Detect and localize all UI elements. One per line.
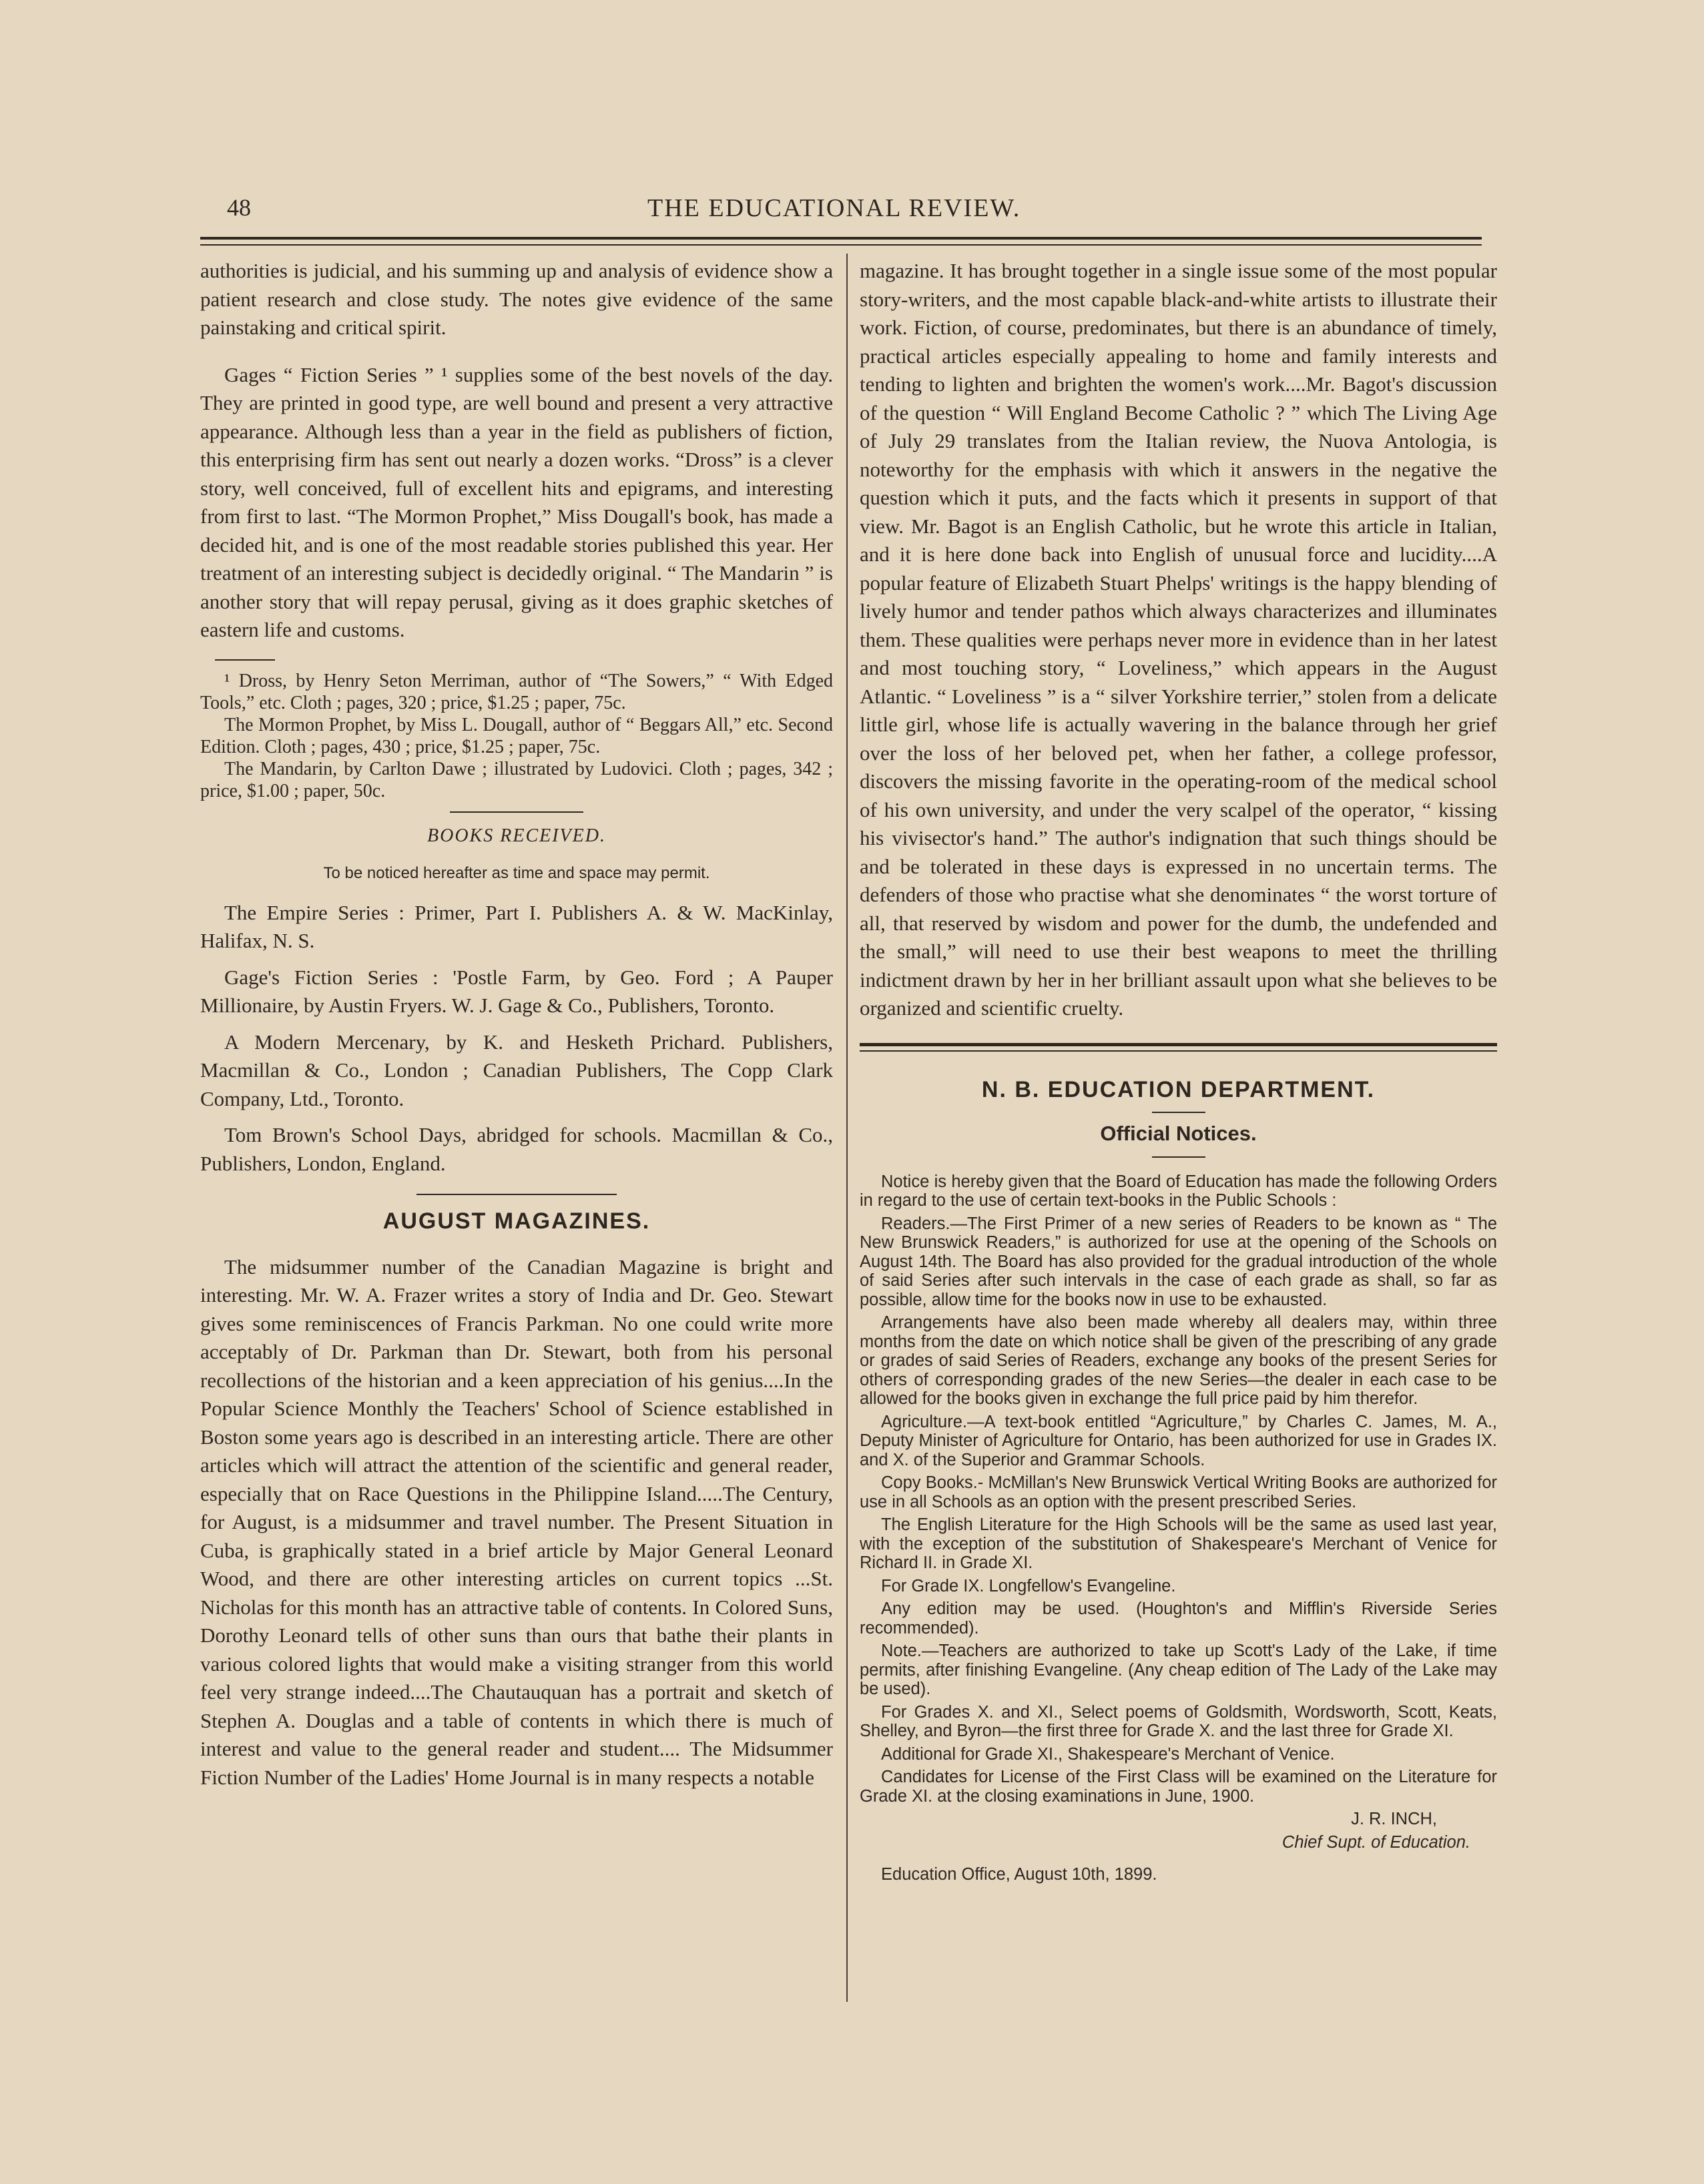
notice-grades-x-xi: For Grades X. and XI., Select poems of Goldsmith, Wordsworth, Scott, Keats, Shelley, and Byron—the first three for Grade X. and the last three for Grade XI. <box>860 1702 1497 1740</box>
header-rule-thin <box>200 244 1482 246</box>
left-paragraph-1: authorities is judicial, and his summing up and analysis of evidence show a patient research and close study. The notes give evidence of the same painstaking and critical spirit. <box>200 259 833 339</box>
notice-additional: Additional for Grade XI., Shakespeare's Merchant of Venice. <box>881 1744 1335 1764</box>
fiction-series-paragraph: Gages “ Fiction Series ” ¹ supplies some of the best novels of the day. They are printed in good type, are well bound and present a very attractive appearance. Although less than a year in the field as publishers of fiction, this enterprising firm has sent out nearly a dozen works. “Dross” is a clever story, well conceived, full of excellent hits and epigrams, and interesting from first to last. “The Mormon Prophet,” Miss Dougall's book, has made a decided hit, and is one of the most readable stories published this year. Her treatment of an interesting subject is decidedly original. “ The Mandarin ” is another story that will repay perusal, giving as it does graphic sketches of eastern life and customs. <box>200 362 833 641</box>
august-magazines-heading: AUGUST MAGAZINES. <box>382 1208 651 1234</box>
notice-paragraph: Notice is hereby given that the Board of Education has made the following Orders in regard to the use of certain text-books in the Public Schools : <box>860 1172 1497 1210</box>
section-rule <box>860 1043 1497 1046</box>
notice-agriculture: Agriculture.—A text-book entitled “Agriculture,” by Charles C. James, M. A., Deputy Minister of Agriculture for Ontario, has been authorized for use in Grades IX. and X. of the Superior and Grammar Schools. <box>860 1412 1497 1469</box>
notice-candidates: Candidates for License of the First Class will be examined on the Literature for Grade XI. at the closing examinations in June, 1900. <box>860 1768 1497 1806</box>
divider <box>416 1194 617 1195</box>
page-number: 48 <box>227 194 251 221</box>
column-divider <box>846 254 848 2002</box>
notice-arrangements: Arrangements have also been made whereby all dealers may, within three months from the date on which notice shall be given of the prescribing of any grade or grades of said Series of Readers, exchange any books of the present Series for others of corresponding grades of the new Series—the dealer in each case to be allowed for the books given in exchange the full price paid by him therefor. <box>860 1313 1497 1408</box>
divider <box>1152 1156 1205 1158</box>
footnote-mormon-prophet: The Mormon Prophet, by Miss L. Dougall, author of “ Beggars All,” etc. Second Edition. Cloth ; pages, 430 ; price, $1.25 ; paper, 75c. <box>200 714 833 757</box>
dateline: Education Office, August 10th, 1899. <box>881 1865 1157 1884</box>
notice-grade-ix: For Grade IX. Longfellow's Evangeline. <box>881 1576 1176 1595</box>
book-entry: Gage's Fiction Series : 'Postle Farm, by Geo. Ford ; A Pauper Millionaire, by Austin Fryers. W. J. Gage & Co., Publishers, Toronto. <box>200 965 833 1017</box>
right-column <box>860 257 1497 1888</box>
footnote-mandarin: The Mandarin, by Carlton Dawe ; illustrated by Ludovici. Cloth ; pages, 342 ; price, $1.00 ; paper, 50c. <box>200 758 833 801</box>
notice-readers: Readers.—The First Primer of a new series of Readers to be known as “ The New Brunswick Readers,” is authorized for use at the opening of the Schools on August 14th. The Board has also provided for the gradual introduction of the whole of said Series after such intervals in the case of each grade as shall, so far as possible, allow time for the books now in use to be exhausted. <box>860 1214 1497 1309</box>
notice-note: Note.—Teachers are authorized to take up Scott's Lady of the Lake, if time permits, after finishing Evangeline. (Any cheap edition of The Lady of the Lake may be used). <box>860 1642 1497 1698</box>
book-entry: Tom Brown's School Days, abridged for schools. Macmillan & Co., Publishers, London, England. <box>200 1123 833 1175</box>
footnote-rule <box>215 659 275 661</box>
divider <box>450 811 583 813</box>
running-title: THE EDUCATIONAL REVIEW. <box>647 194 1021 222</box>
divider <box>1152 1112 1205 1113</box>
magazines-paragraph: The midsummer number of the Canadian Magazine is bright and interesting. Mr. W. A. Frazer writes a story of India and Dr. Geo. Stewart gives some reminiscences of Francis Parkman. No one could write more acceptably of Dr. Parkman than Dr. Stewart, both from his personal recollections of the historian and a keen appreciation of his genius....In the Popular Science Monthly the Teachers' School of Science established in Boston some years ago is described in an interesting article. There are other articles which will attract the attention of the scientific and general reader, especially that on Race Questions in the Philippine Island.....The Century, for August, is a midsummer and travel number. The Present Situation in Cuba, is graphically stated in a brief article by Major General Leonard Wood, and there are other interesting articles on current topics ...St. Nicholas for this month has an attractive table of contents. In Colored Suns, Dorothy Leonard tells of other suns than ours that bathe their plants in various colored lights that would make a visiting stranger from this world feel very strange indeed....The Chautauquan has a portrait and sketch of Stephen A. Douglas and a table of contents in which there is much of interest and value to the general reader and student.... The Midsummer Fiction Number of the Ladies' Home Journal is in many respects a notable <box>200 1254 833 1789</box>
page-header <box>227 194 1482 234</box>
official-notices-body <box>860 1172 1497 1884</box>
magazines-continued-paragraph: magazine. It has brought together in a single issue some of the most popular story-writers, and the most capable black-and-white artists to illustrate their work. Fiction, of course, predominates, but there is an abundance of timely, practical articles especially appealing to home and family interests and tending to lighten and brighten the women's work....Mr. Bagot's discussion of the question “ Will England Become Catholic ? ” which The Living Age of July 29 translates from the Italian review, the Nuova Antologia, is noteworthy for the emphasis with which it answers in the negative the question which it puts, and the facts which it presents in support of that view. Mr. Bagot is an English Catholic, but he wrote this article in Italian, and it is here done back into English of unusual force and lucidity....A popular feature of Elizabeth Stuart Phelps' writings is the happy blending of lively humor and tender pathos which always characterizes and illuminates them. These qualities were perhaps never more in evidence than in her latest and most touching story, “ Loveliness,” which appears in the August Atlantic. “ Loveliness ” is a “ silver Yorkshire terrier,” stolen from a delicate little girl, whose life is actually wavering in the balance through her grief over the loss of her beloved pet, when her father, a college professor, discovers the missing favorite in the operating-room of the medical school of his own university, and under the very scalpel of the operator, “ kissing his vivisector's hand.” The author's indignation that such things should be and be tolerated in these days is expressed in no uncertain terms. The defenders of those who practise what she denominates “ the worst torture of all, that reserved by wisdom and power for the dumb, the undefended and the small,” will need to use their best weapons to meet the thrilling indictment drawn by her in her brilliant assault upon what she believes to be organized and scientific cruelty. <box>860 259 1497 1020</box>
official-notices-heading: Official Notices. <box>1100 1122 1257 1145</box>
header-rule <box>200 237 1482 240</box>
notice-copy-books: Copy Books.- McMillan's New Brunswick Vertical Writing Books are authorized for use in all Schools as an option with the present prescribed Series. <box>860 1473 1497 1511</box>
notice-english-literature: The English Literature for the High Schools will be the same as used last year, with the exception of the substitution of Shakespeare's Merchant of Venice for Richard II. in Grade XI. <box>860 1515 1497 1572</box>
books-received-heading: BOOKS RECEIVED. <box>427 825 606 846</box>
book-entry: The Empire Series : Primer, Part I. Publishers A. & W. MacKinlay, Halifax, N. S. <box>200 900 833 952</box>
signature-title: Chief Supt. of Education. <box>1282 1832 1470 1852</box>
signature-name: J. R. INCH, <box>1351 1810 1437 1828</box>
notice-any-edition: Any edition may be used. (Houghton's and Mifflin's Riverside Series recommended). <box>860 1599 1497 1637</box>
books-received-note: To be noticed hereafter as time and space may permit. <box>323 864 710 882</box>
book-entry: A Modern Mercenary, by K. and Hesketh Prichard. Publishers, Macmillan & Co., London ; Canadian Publishers, The Copp Clark Company, Ltd., Toronto. <box>200 1030 833 1110</box>
left-column <box>200 257 833 1792</box>
education-department-heading: N. B. EDUCATION DEPARTMENT. <box>981 1076 1376 1102</box>
section-rule-thin <box>860 1050 1497 1052</box>
footnote-dross: ¹ Dross, by Henry Seton Merriman, author of “The Sowers,” “ With Edged Tools,” etc. Cloth ; pages, 320 ; price, $1.25 ; paper, 75c. <box>200 670 833 713</box>
